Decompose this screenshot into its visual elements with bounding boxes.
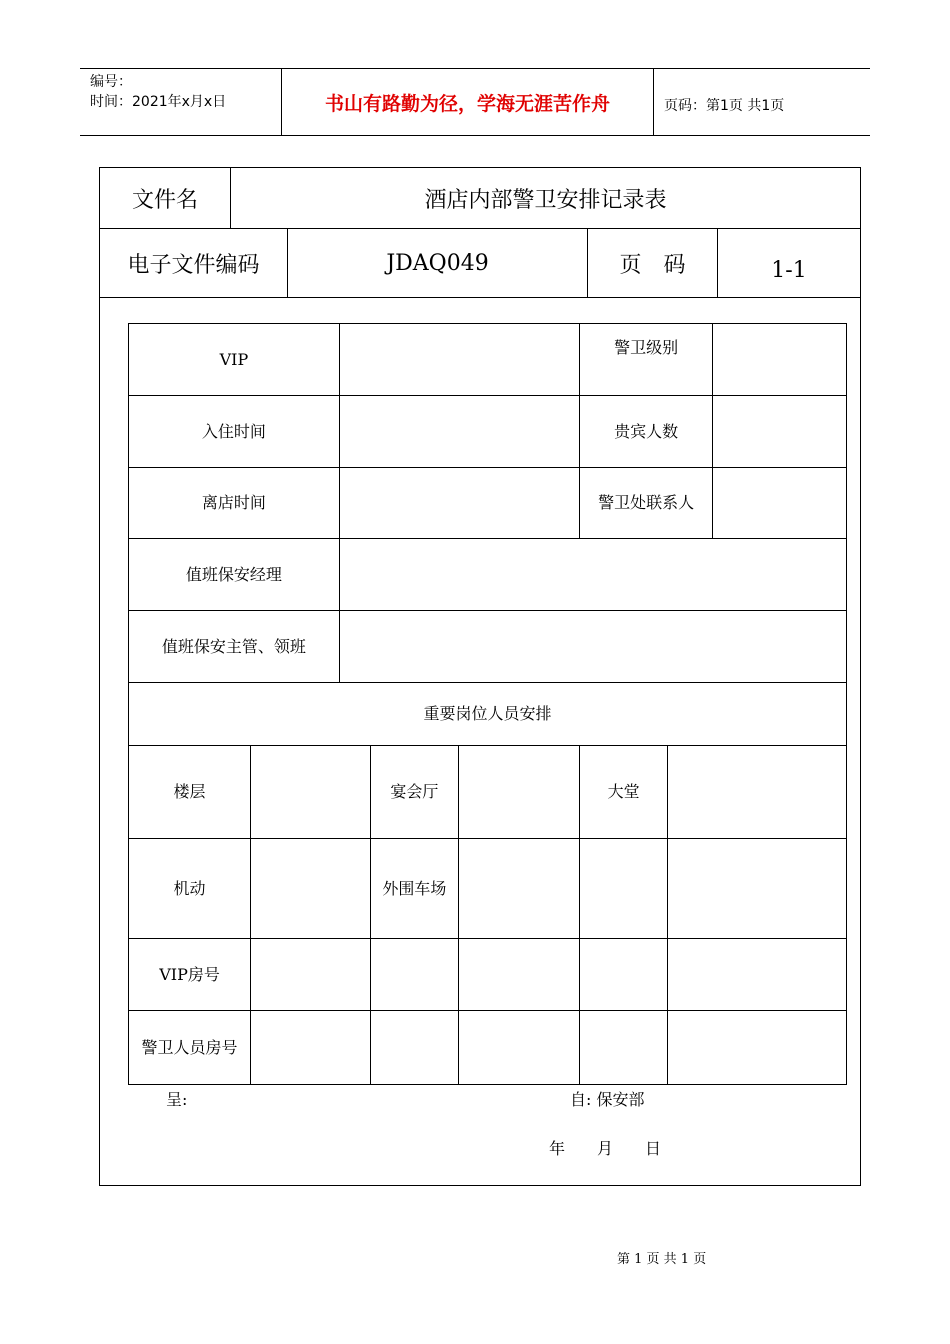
- guard-level-label: 警卫级别: [579, 324, 713, 396]
- vip-room-cell-2[interactable]: [371, 939, 459, 1011]
- guard-contact-label: 警卫处联系人: [579, 468, 713, 539]
- to-label: 呈:: [166, 1090, 188, 1109]
- header-motto: 书山有路勤为径，学海无涯苦作舟: [324, 92, 610, 115]
- guard-room-cell-1[interactable]: [251, 1011, 371, 1085]
- guard-room-cell-3[interactable]: [458, 1011, 579, 1085]
- page-footer: 第 1 页 共 1 页: [617, 1252, 707, 1267]
- floor-value[interactable]: [251, 746, 371, 839]
- checkout-time-value[interactable]: [339, 468, 579, 539]
- header-divider-right: [653, 68, 654, 136]
- guest-count-label: 贵宾人数: [579, 396, 713, 468]
- checkout-time-label: 离店时间: [129, 468, 340, 539]
- code-value: JDAQ049: [386, 250, 489, 276]
- duty-manager-label: 值班保安经理: [129, 539, 340, 611]
- guard-arrangement-table: [128, 323, 847, 1085]
- vip-room-cell-3[interactable]: [458, 939, 579, 1011]
- vip-room-label: VIP房号: [129, 939, 251, 1011]
- banquet-hall-label: 宴会厅: [371, 746, 459, 839]
- guard-room-cell-4[interactable]: [579, 1011, 668, 1085]
- code-label: 电子文件编码: [127, 252, 260, 278]
- date-line: 年 月 日: [549, 1139, 662, 1158]
- mobile-label: 机动: [129, 839, 251, 939]
- vip-label: VIP: [129, 324, 340, 396]
- header-page-info: 页码：第1页 共1页: [664, 98, 785, 114]
- checkin-time-label: 入住时间: [129, 396, 340, 468]
- perimeter-parking-label: 外围车场: [371, 839, 459, 939]
- lobby-label: 大堂: [579, 746, 668, 839]
- doc-time-label: 时间：2021年x月x日: [90, 94, 227, 110]
- floor-label: 楼层: [129, 746, 251, 839]
- file-name-label: 文件名: [131, 187, 198, 213]
- key-posts-heading: 重要岗位人员安排: [129, 683, 847, 746]
- guard-room-cell-2[interactable]: [371, 1011, 459, 1085]
- mobile-value[interactable]: [251, 839, 371, 939]
- guard-contact-value[interactable]: [713, 468, 847, 539]
- page-value: 1-1: [771, 258, 807, 283]
- duty-manager-value[interactable]: [339, 539, 846, 611]
- from-label: 自: 保安部: [570, 1090, 645, 1109]
- guard-room-cell-5[interactable]: [668, 1011, 847, 1085]
- guard-room-label: 警卫人员房号: [129, 1011, 251, 1085]
- page-label: 页 码: [619, 252, 686, 278]
- guest-count-value[interactable]: [713, 396, 847, 468]
- perimeter-extra-2[interactable]: [668, 839, 847, 939]
- doc-number-label: 编号：: [90, 74, 132, 90]
- vip-value[interactable]: [339, 324, 579, 396]
- perimeter-parking-value[interactable]: [458, 839, 579, 939]
- guard-level-value[interactable]: [713, 324, 847, 396]
- duty-supervisor-value[interactable]: [339, 611, 846, 683]
- duty-supervisor-label: 值班保安主管、领班: [129, 611, 340, 683]
- vip-room-cell-4[interactable]: [579, 939, 668, 1011]
- lobby-value[interactable]: [668, 746, 847, 839]
- form-row2-bottom: [100, 297, 860, 298]
- vip-room-cell-1[interactable]: [251, 939, 371, 1011]
- banquet-hall-value[interactable]: [458, 746, 579, 839]
- file-name-value: 酒店内部警卫安排记录表: [424, 187, 667, 213]
- checkin-time-value[interactable]: [339, 396, 579, 468]
- vip-room-cell-5[interactable]: [668, 939, 847, 1011]
- perimeter-extra-1[interactable]: [579, 839, 668, 939]
